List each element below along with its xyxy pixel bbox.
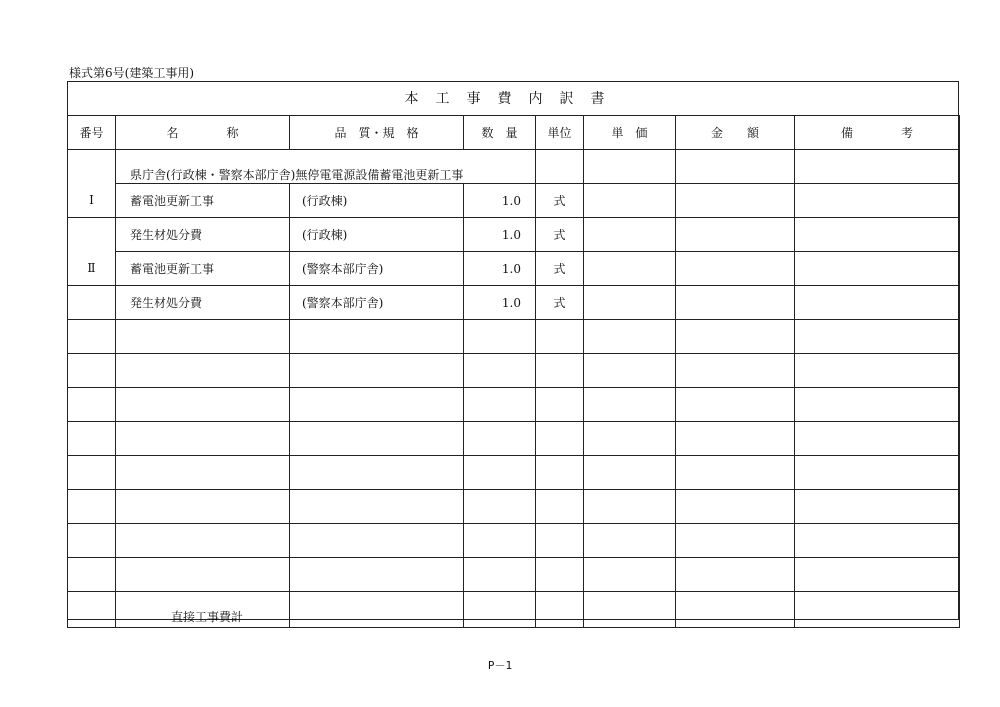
table-row <box>68 218 960 252</box>
cell-spec: (行政棟) <box>290 184 464 218</box>
cell-qty: 1.0 <box>464 218 536 252</box>
form-label: 様式第6号(建築工事用) <box>69 66 194 80</box>
cell-qty: 1.0 <box>464 286 536 320</box>
empty-row <box>68 388 960 422</box>
empty-row <box>68 354 960 388</box>
cell-no <box>68 592 116 628</box>
cell-unit: 式 <box>536 218 584 252</box>
cell-no <box>68 286 116 320</box>
header-row <box>68 116 960 150</box>
empty-row <box>68 422 960 456</box>
cell-price <box>584 218 676 252</box>
cell-spec: (警察本部庁舎) <box>290 252 464 286</box>
project-title: 県庁舎(行政棟・警察本部庁舎)無停電電源設備蓄電池更新工事 <box>116 150 536 184</box>
cell-name: 発生材処分費 <box>116 286 290 320</box>
empty-row <box>68 320 960 354</box>
cell-amount <box>676 184 795 218</box>
table-row <box>68 252 960 286</box>
cell-no: Ⅱ <box>68 252 116 286</box>
cell-qty: 1.0 <box>464 252 536 286</box>
cell-remarks <box>795 286 960 320</box>
empty-row <box>68 456 960 490</box>
page-number: P－1 <box>487 659 513 672</box>
header-name: 名 称 <box>116 116 290 150</box>
empty-row <box>68 558 960 592</box>
header-amount: 金 額 <box>676 116 795 150</box>
cell-remarks <box>795 150 960 184</box>
cell-unit: 式 <box>536 252 584 286</box>
total-row <box>68 592 960 628</box>
header-price: 単 価 <box>584 116 676 150</box>
cell-price <box>584 252 676 286</box>
cell-amount <box>676 252 795 286</box>
cell-spec: (行政棟) <box>290 218 464 252</box>
cell-price <box>584 286 676 320</box>
cell-amount <box>676 218 795 252</box>
sheet-title: 本工事費内訳書 <box>68 82 958 116</box>
cell-price <box>584 184 676 218</box>
cell-no <box>68 150 116 184</box>
cell-name: 発生材処分費 <box>116 218 290 252</box>
header-remarks: 備 考 <box>795 116 960 150</box>
cell-remarks <box>795 218 960 252</box>
cell-remarks <box>795 252 960 286</box>
cell-amount <box>676 286 795 320</box>
cell-unit: 式 <box>536 184 584 218</box>
table-row <box>68 286 960 320</box>
empty-row <box>68 490 960 524</box>
cell-amount <box>676 150 795 184</box>
breakdown-table <box>67 115 960 628</box>
cell-qty: 1.0 <box>464 184 536 218</box>
header-spec: 品 質・規 格 <box>290 116 464 150</box>
breakdown-sheet <box>67 81 959 624</box>
header-no: 番号 <box>68 116 116 150</box>
table-row <box>68 150 960 184</box>
cell-no <box>68 218 116 252</box>
cell-price <box>584 150 676 184</box>
cell-spec: (警察本部庁舎) <box>290 286 464 320</box>
cell-unit: 式 <box>536 286 584 320</box>
empty-row <box>68 524 960 558</box>
cell-unit <box>536 150 584 184</box>
cell-name: 蓄電池更新工事 <box>116 252 290 286</box>
header-qty: 数 量 <box>464 116 536 150</box>
cell-name: 蓄電池更新工事 <box>116 184 290 218</box>
header-unit: 単位 <box>536 116 584 150</box>
cell-no: Ⅰ <box>68 184 116 218</box>
table-row <box>68 184 960 218</box>
cell-remarks <box>795 184 960 218</box>
total-label: 直接工事費計 <box>116 592 290 628</box>
